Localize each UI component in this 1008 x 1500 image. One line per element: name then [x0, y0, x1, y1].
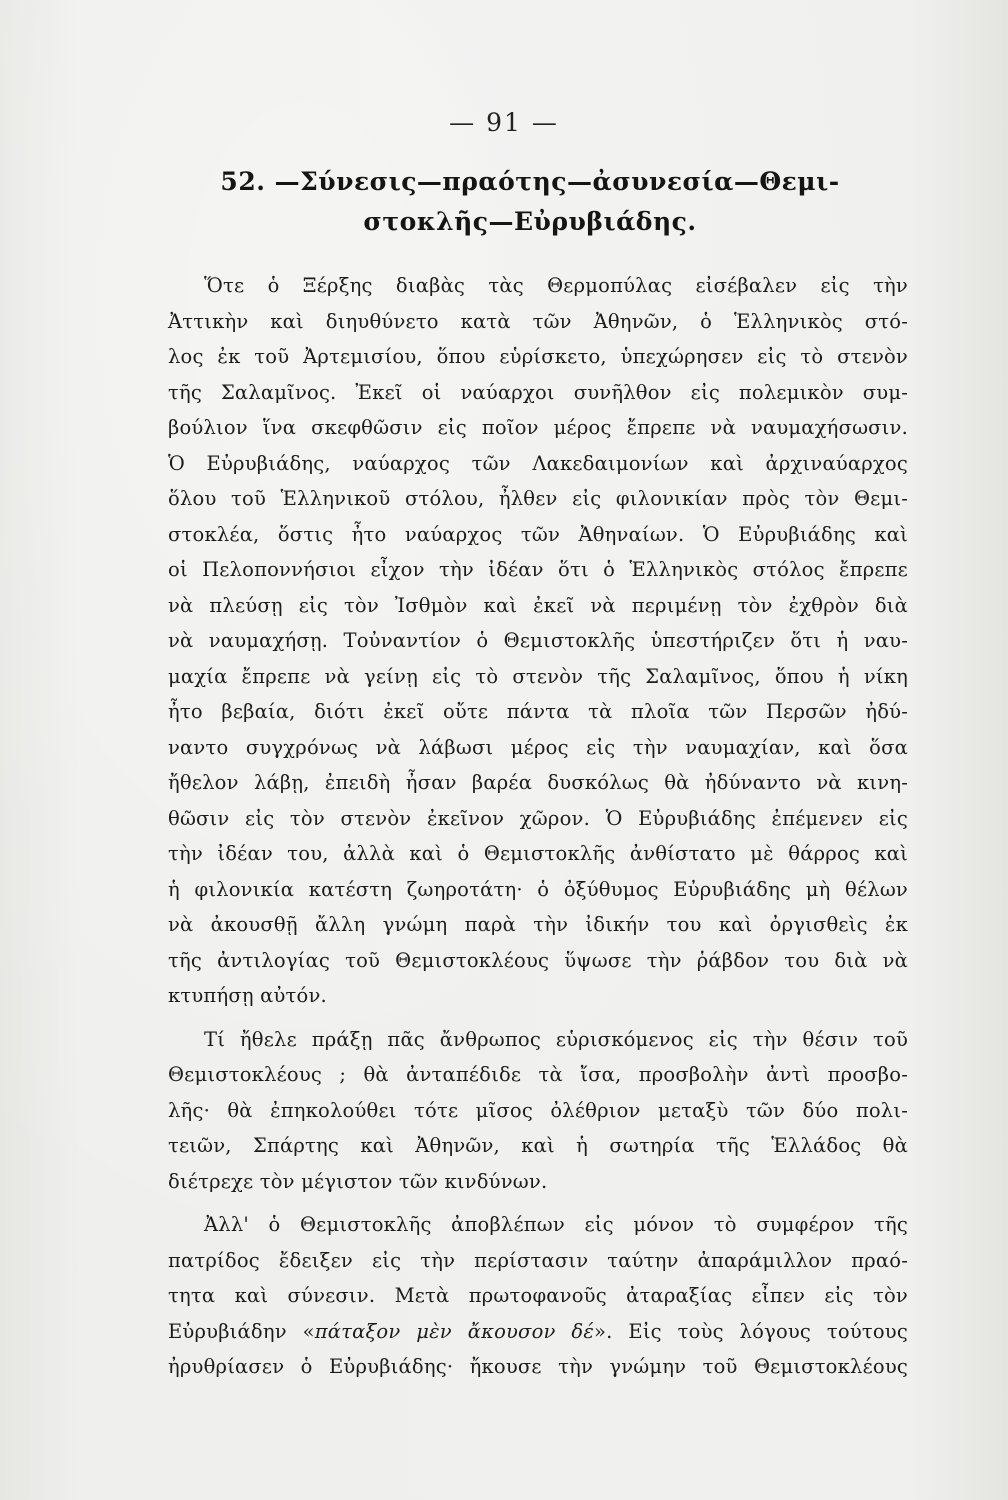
text-line: οἱ Πελοποννήσιοι εἶχον τὴν ἰδέαν ὅτι ὁ Ἑλληνικὸς στόλος ἔπρεπε: [168, 558, 908, 581]
text-line: Ὅτε ὁ Ξέρξης διαβὰς τὰς Θερμοπύλας εἰσέβαλεν εἰς τὴν: [204, 274, 908, 297]
text-line: βούλιον ἵνα σκεφθῶσιν εἰς ποῖον μέρος ἔπρεπε νὰ ναυμαχήσωσιν.: [168, 416, 908, 439]
text-line: θῶσιν εἰς τὸν στενὸν ἐκεῖνον χῶρον. Ὁ Εὐρυβιάδης ἐπέμενεν εἰς: [168, 806, 908, 830]
text-line: τῆς ἀντιλογίας τοῦ Θεμιστοκλέους ὕψωσε τὴν ῥάβδον του διὰ νὰ: [168, 948, 908, 972]
text-line: λῆς· θὰ ἐπηκολούθει τότε μῖσος ὀλέθριον μεταξὺ τῶν δύο πολι-: [168, 1098, 908, 1122]
text-line: τῆς Σαλαμῖνος. Ἐκεῖ οἱ ναύαρχοι συνῆλθον εἰς πολεμικὸν συμ-: [168, 380, 908, 404]
text-line: κτυπήσῃ αὐτόν.: [168, 984, 327, 1007]
text-line: ἦτο βεβαία, διότι ἐκεῖ οὔτε πάντα τὰ πλοῖα τῶν Περσῶν ἠδύ-: [168, 700, 908, 723]
text-line: ὅλου τοῦ Ἑλληνικοῦ στόλου, ἦλθεν εἰς φιλονικίαν πρὸς τὸν Θεμι-: [168, 487, 908, 510]
text-line: τητα καὶ σύνεσιν. Μετὰ πρωτοφανοῦς ἀταραξίας εἶπεν εἰς τὸν: [168, 1284, 908, 1307]
paragraph: [168, 1022, 908, 1200]
text-line: Τί ἤθελε πράξῃ πᾶς ἄνθρωπος εὑρισκόμενος εἰς τὴν θέσιν τοῦ: [204, 1027, 908, 1051]
text-line: ἤθελον λάβῃ, ἐπειδὴ ἦσαν βαρέα δυσκόλως θὰ ἠδύναντο νὰ κινη-: [168, 771, 908, 794]
text-line: ἡ φιλονικία κατέστη ζωηροτάτη· ὁ ὀξύθυμος Εὐρυβιάδης μὴ θέλων: [168, 877, 908, 901]
text-line: Ὁ Εὐρυβιάδης, ναύαρχος τῶν Λακεδαιμονίων καὶ ἀρχιναύαρχος: [168, 451, 908, 475]
paragraph: [168, 268, 908, 1014]
section-title-line: στοκλῆς—Εὐρυβιάδης.: [363, 207, 697, 236]
text-line: νὰ ναυμαχήσῃ. Τοὐναντίον ὁ Θεμιστοκλῆς ὑπεστήριζεν ὅτι ἡ ναυ-: [168, 629, 908, 652]
page-number: — 91 —: [449, 108, 559, 137]
text-line: ἠρυθρίασεν ὁ Εὐρυβιάδης· ἤκουσε τὴν γνώμην τοῦ Θεμιστοκλέους: [168, 1355, 908, 1378]
section-title: [150, 162, 910, 242]
text-line: Ἀλλ' ὁ Θεμιστοκλῆς ἀποβλέπων εἰς μόνον τὸ συμφέρον τῆς: [204, 1213, 908, 1236]
text-line: λος ἐκ τοῦ Ἀρτεμισίου, ὅπου εὑρίσκετο, ὑπεχώρησεν εἰς τὸ στενὸν: [168, 345, 908, 368]
text-line: τειῶν, Σπάρτης καὶ Ἀθηνῶν, καὶ ἡ σωτηρία τῆς Ἑλλάδος θὰ: [168, 1134, 908, 1157]
text-line: διέτρεχε τὸν μέγιστον τῶν κινδύνων.: [168, 1169, 548, 1193]
text-line: νὰ ἀκουσθῇ ἄλλη γνώμη παρὰ τὴν ἰδικήν του καὶ ὀργισθεὶς ἐκ: [168, 913, 908, 936]
text-line: στοκλέα, ὅστις ἦτο ναύαρχος τῶν Ἀθηναίων. Ὁ Εὐρυβιάδης καὶ: [168, 522, 908, 546]
text-line: Θεμιστοκλέους ; θὰ ἀνταπέδιδε τὰ ἴσα, προσβολὴν ἀντὶ προσβο-: [168, 1063, 908, 1086]
text-line: ναντο συγχρόνως νὰ λάβωσι μέρος εἰς τὴν ναυμαχίαν, καὶ ὅσα: [168, 735, 908, 759]
body-text: [168, 268, 908, 1385]
text-line: Ἀττικὴν καὶ διηυθύνετο κατὰ τῶν Ἀθηνῶν, ὁ Ἑλληνικὸς στό-: [168, 309, 908, 333]
text-line: μαχία ἔπρεπε νὰ γείνῃ εἰς τὸ στενὸν τῆς Σαλαμῖνος, ὅπου ἡ νίκη: [168, 664, 908, 688]
text-line: Εὐρυβιάδην «πάταξον μὲν ἄκουσον δέ». Εἰς τοὺς λόγους τούτους: [168, 1319, 908, 1343]
paragraph: [168, 1207, 908, 1385]
text-line: τὴν ἰδέαν του, ἀλλὰ καὶ ὁ Θεμιστοκλῆς ἀνθίστατο μὲ θάρρος καὶ: [168, 842, 908, 865]
text-line: νὰ πλεύσῃ εἰς τὸν Ἰσθμὸν καὶ ἐκεῖ νὰ περιμένῃ τὸν ἐχθρὸν διὰ: [168, 593, 908, 617]
text-line: πατρίδος ἔδειξεν εἰς τὴν περίστασιν ταύτην ἀπαράμιλλον πραό-: [168, 1248, 908, 1272]
section-title-line: 52. —Σύνεσις—πραότης—ἀσυνεσία—Θεμι-: [220, 167, 840, 196]
